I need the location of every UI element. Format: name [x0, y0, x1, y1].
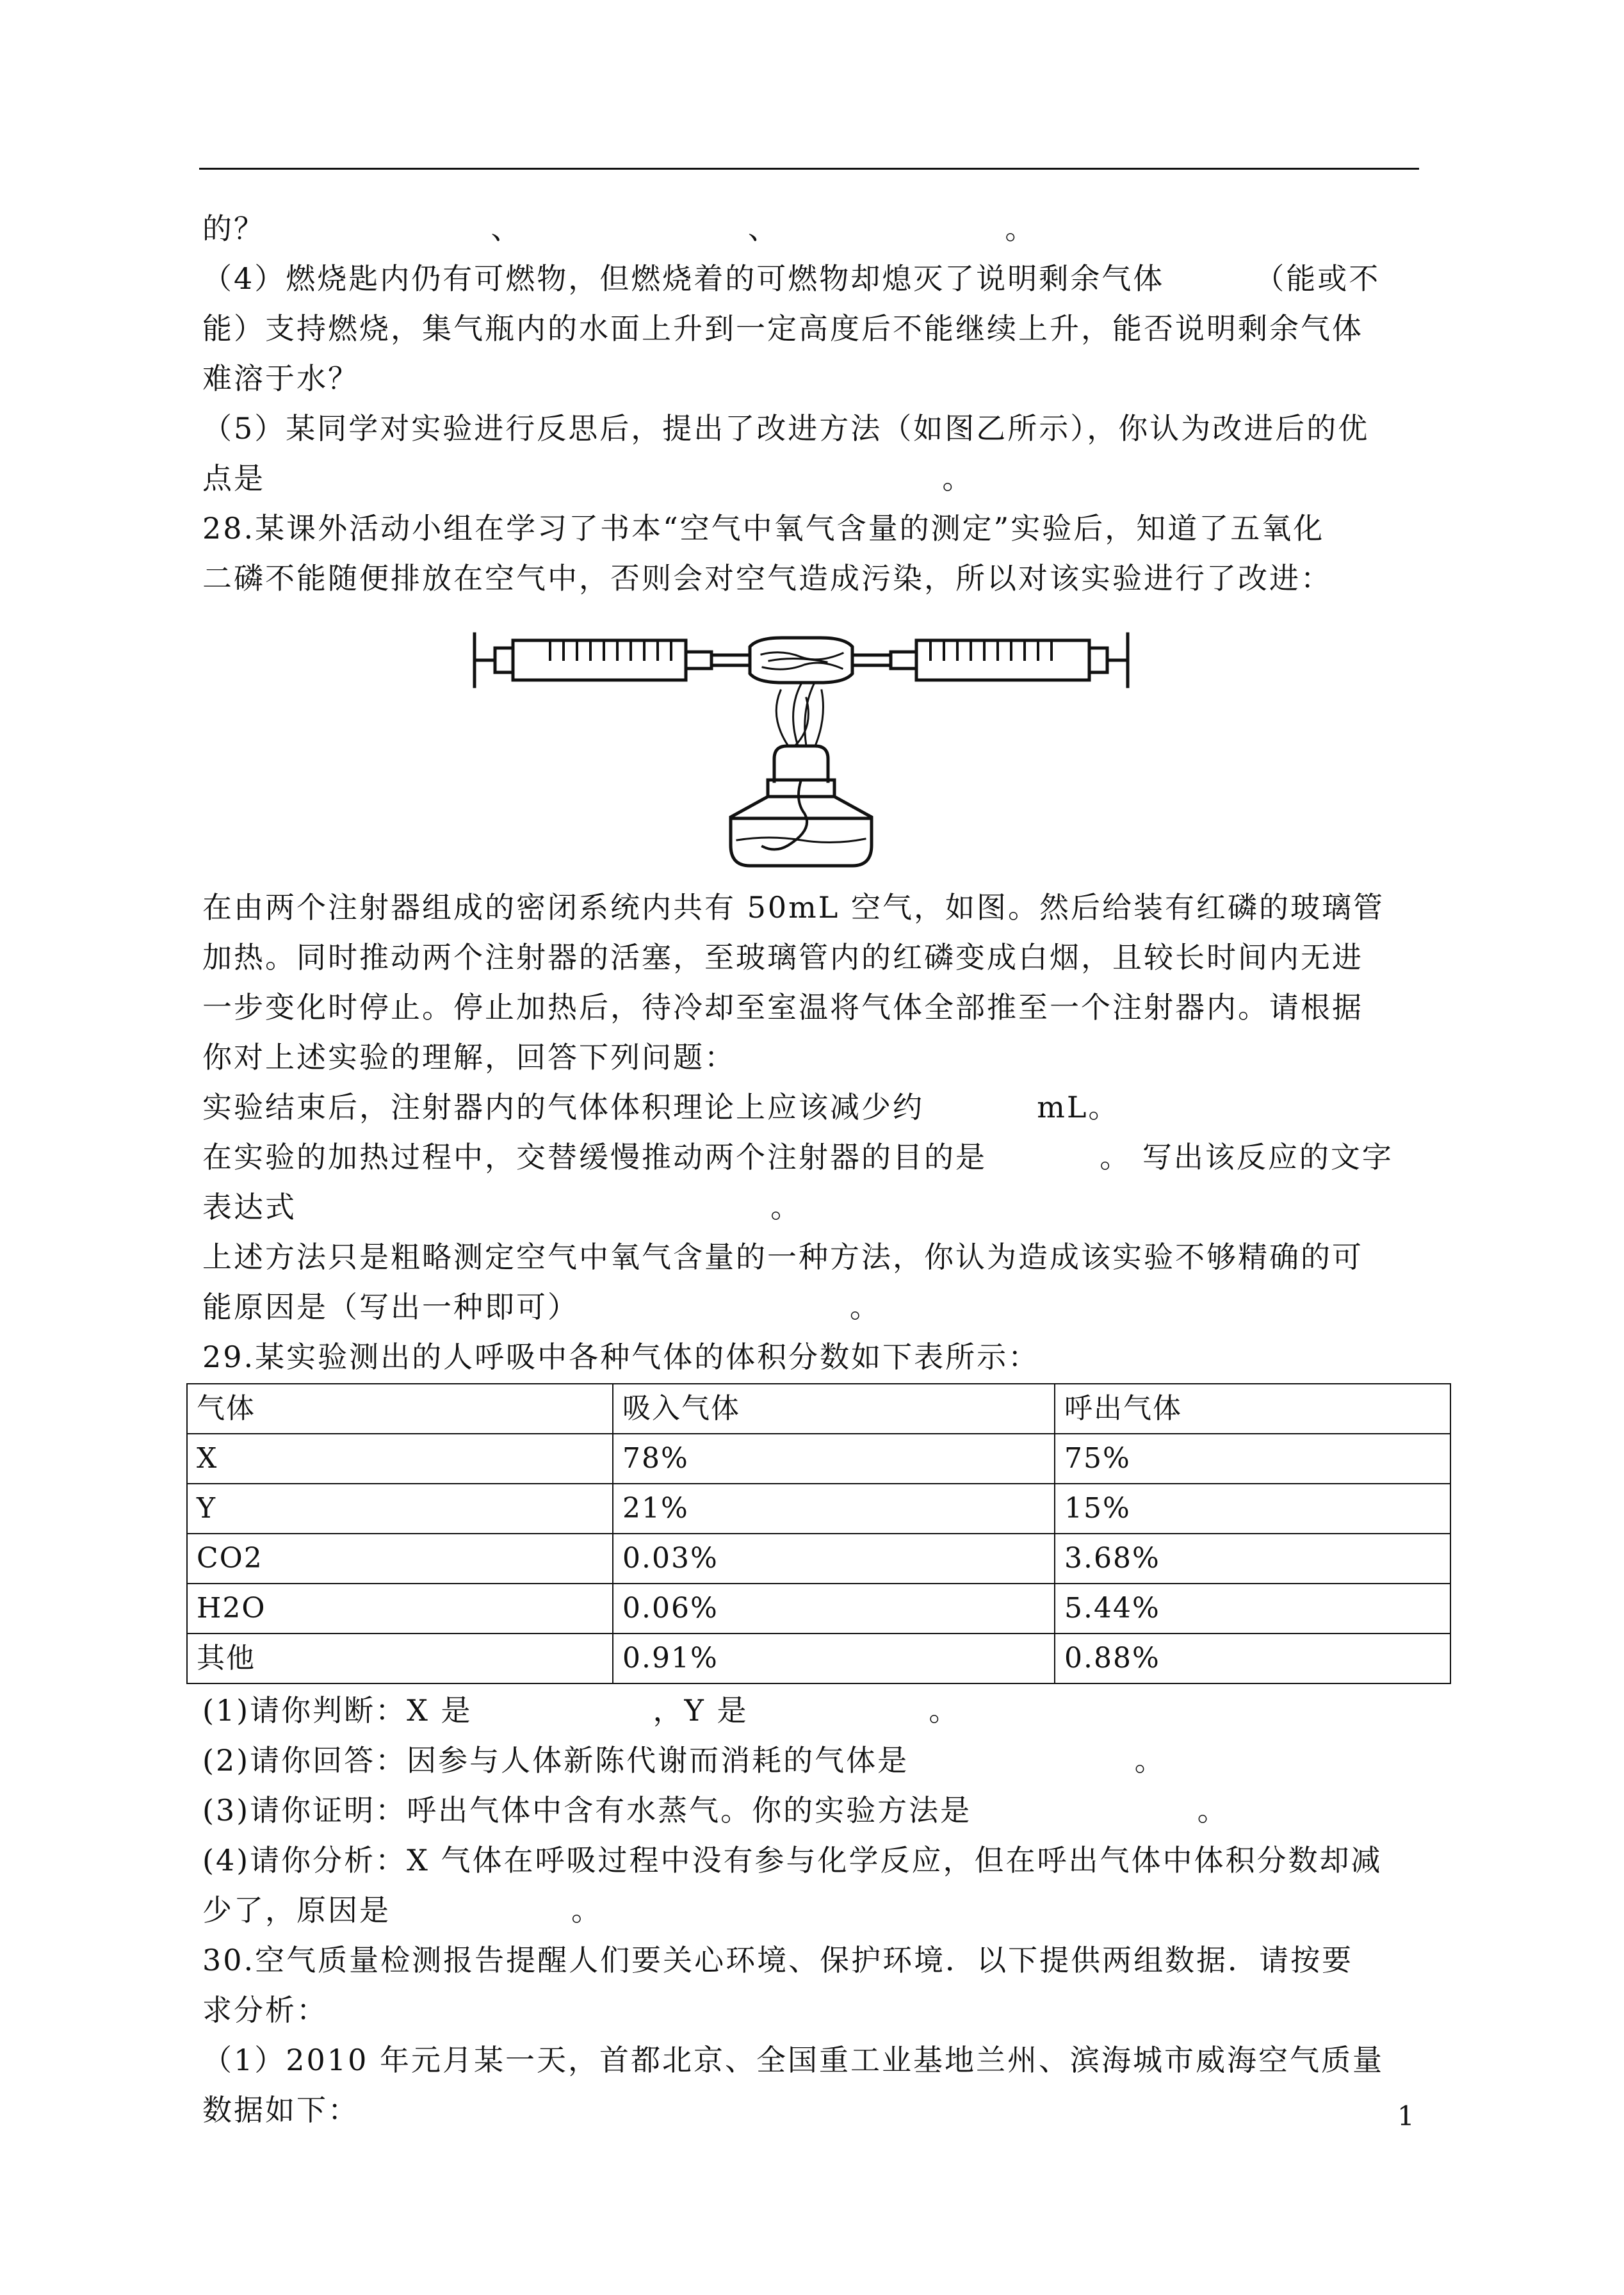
table-cell: 15%: [1055, 1484, 1450, 1534]
text-line: 加热。同时推动两个注射器的活塞，至玻璃管内的红磷变成白烟，且较长时间内无进: [202, 940, 1363, 975]
table-cell: 5.44%: [1055, 1584, 1450, 1634]
text-line: 你对上述实验的理解，回答下列问题：: [202, 1040, 736, 1075]
syringe-apparatus-diagram: [468, 615, 1134, 871]
text-line: 求分析：: [202, 1993, 328, 2027]
table-header-cell: 呼出气体: [1055, 1384, 1450, 1434]
table-header-row: [187, 1384, 1450, 1434]
text-line: 实验结束后，注射器内的气体体积理论上应该减少约 mL。: [202, 1090, 1120, 1124]
left-syringe-barrel: [513, 640, 686, 680]
text-line: 在由两个注射器组成的密闭系统内共有 50mL 空气，如图。然后给装有红磷的玻璃管: [202, 890, 1384, 925]
header-rule: [199, 168, 1419, 170]
table-cell: 0.06%: [613, 1584, 1055, 1634]
table-cell: 其他: [187, 1634, 613, 1683]
table-cell: 78%: [613, 1434, 1055, 1484]
text-line: 数据如下：: [202, 2093, 359, 2127]
table-row: [187, 1634, 1450, 1683]
text-line: （1）2010 年元月某一天，首都北京、全国重工业基地兰州、滨海城市威海空气质量: [202, 2043, 1384, 2077]
text-line: (1)请你判断：X 是 ，Y 是 。: [202, 1693, 961, 1728]
table-row: [187, 1434, 1450, 1484]
text-line: 能原因是（写出一种即可） 。: [202, 1290, 881, 1324]
right-connecting-tube: [852, 655, 891, 665]
table-cell: X: [187, 1434, 613, 1484]
left-connecting-tube: [711, 655, 750, 665]
red-phosphorus: [761, 653, 843, 669]
question-30-stem: 30.空气质量检测报告提醒人们要关心环境、保护环境．以下提供两组数据．请按要: [202, 1943, 1354, 1977]
text-line: （5）某同学对实验进行反思后，提出了改进方法（如图乙所示），你认为改进后的优: [202, 411, 1370, 446]
table-cell: 75%: [1055, 1434, 1450, 1484]
table-cell: 0.88%: [1055, 1634, 1450, 1683]
right-syringe-barrel: [916, 640, 1089, 680]
text-line: 表达式 。: [202, 1190, 802, 1224]
table-row: [187, 1534, 1450, 1584]
alcohol-level: [737, 838, 865, 843]
page-content: [197, 204, 1419, 2135]
text-line: 在实验的加热过程中，交替缓慢推动两个注射器的目的是 。 写出该反应的文字: [202, 1140, 1393, 1174]
left-syringe-nozzle: [686, 652, 711, 669]
table-header-cell: 吸入气体: [613, 1384, 1055, 1434]
text-line: (4)请你分析：X 气体在呼吸过程中没有参与化学反应，但在呼出气体中体积分数却减: [202, 1843, 1383, 1877]
table-cell: CO2: [187, 1534, 613, 1584]
table-cell: 0.03%: [613, 1534, 1055, 1584]
text-line: (3)请你证明：呼出气体中含有水蒸气。你的实验方法是 。: [202, 1793, 1229, 1828]
text-line: 能）支持燃烧，集气瓶内的水面上升到一定高度后不能继续上升，能否说明剩余气体: [202, 311, 1363, 346]
table-cell: 3.68%: [1055, 1534, 1450, 1584]
question-29-stem: 29.某实验测出的人呼吸中各种气体的体积分数如下表所示：: [202, 1340, 1040, 1374]
question-28-stem: 28.某课外活动小组在学习了书本“空气中氧气含量的测定”实验后，知道了五氧化: [202, 511, 1325, 546]
lamp-wick-holder: [774, 746, 828, 781]
table-row: [187, 1484, 1450, 1534]
text-line: 的？ 、 、 。: [202, 211, 1037, 246]
text-line: 点是 。: [202, 461, 974, 496]
table-row: [187, 1584, 1450, 1634]
table-header-cell: 气体: [187, 1384, 613, 1434]
text-line: 一步变化时停止。停止加热后，待冷却至室温将气体全部推至一个注射器内。请根据: [202, 990, 1363, 1025]
table-cell: 0.91%: [613, 1634, 1055, 1683]
flame: [776, 684, 823, 746]
table-cell: 21%: [613, 1484, 1055, 1534]
text-line: 少了，原因是 。: [202, 1893, 603, 1927]
table-cell: Y: [187, 1484, 613, 1534]
right-syringe-nozzle: [891, 652, 916, 669]
text-line: (2)请你回答：因参与人体新陈代谢而消耗的气体是 。: [202, 1743, 1166, 1778]
text-line: 二磷不能随便排放在空气中，否则会对空气造成污染，所以对该实验进行了改进：: [202, 561, 1332, 596]
page-number: 1: [1397, 2100, 1415, 2132]
right-plunger-head: [1089, 648, 1107, 672]
text-line: 难溶于水？: [202, 361, 359, 396]
breath-gas-table: [186, 1383, 1451, 1684]
text-line: 上述方法只是粗略测定空气中氧气含量的一种方法，你认为造成该实验不够精确的可: [202, 1240, 1363, 1274]
text-line: （4）燃烧匙内仍有可燃物，但燃烧着的可燃物却熄灭了说明剩余气体 （能或不: [202, 261, 1381, 296]
table-cell: H2O: [187, 1584, 613, 1634]
glass-tube: [750, 638, 852, 683]
left-plunger-head: [495, 648, 513, 672]
